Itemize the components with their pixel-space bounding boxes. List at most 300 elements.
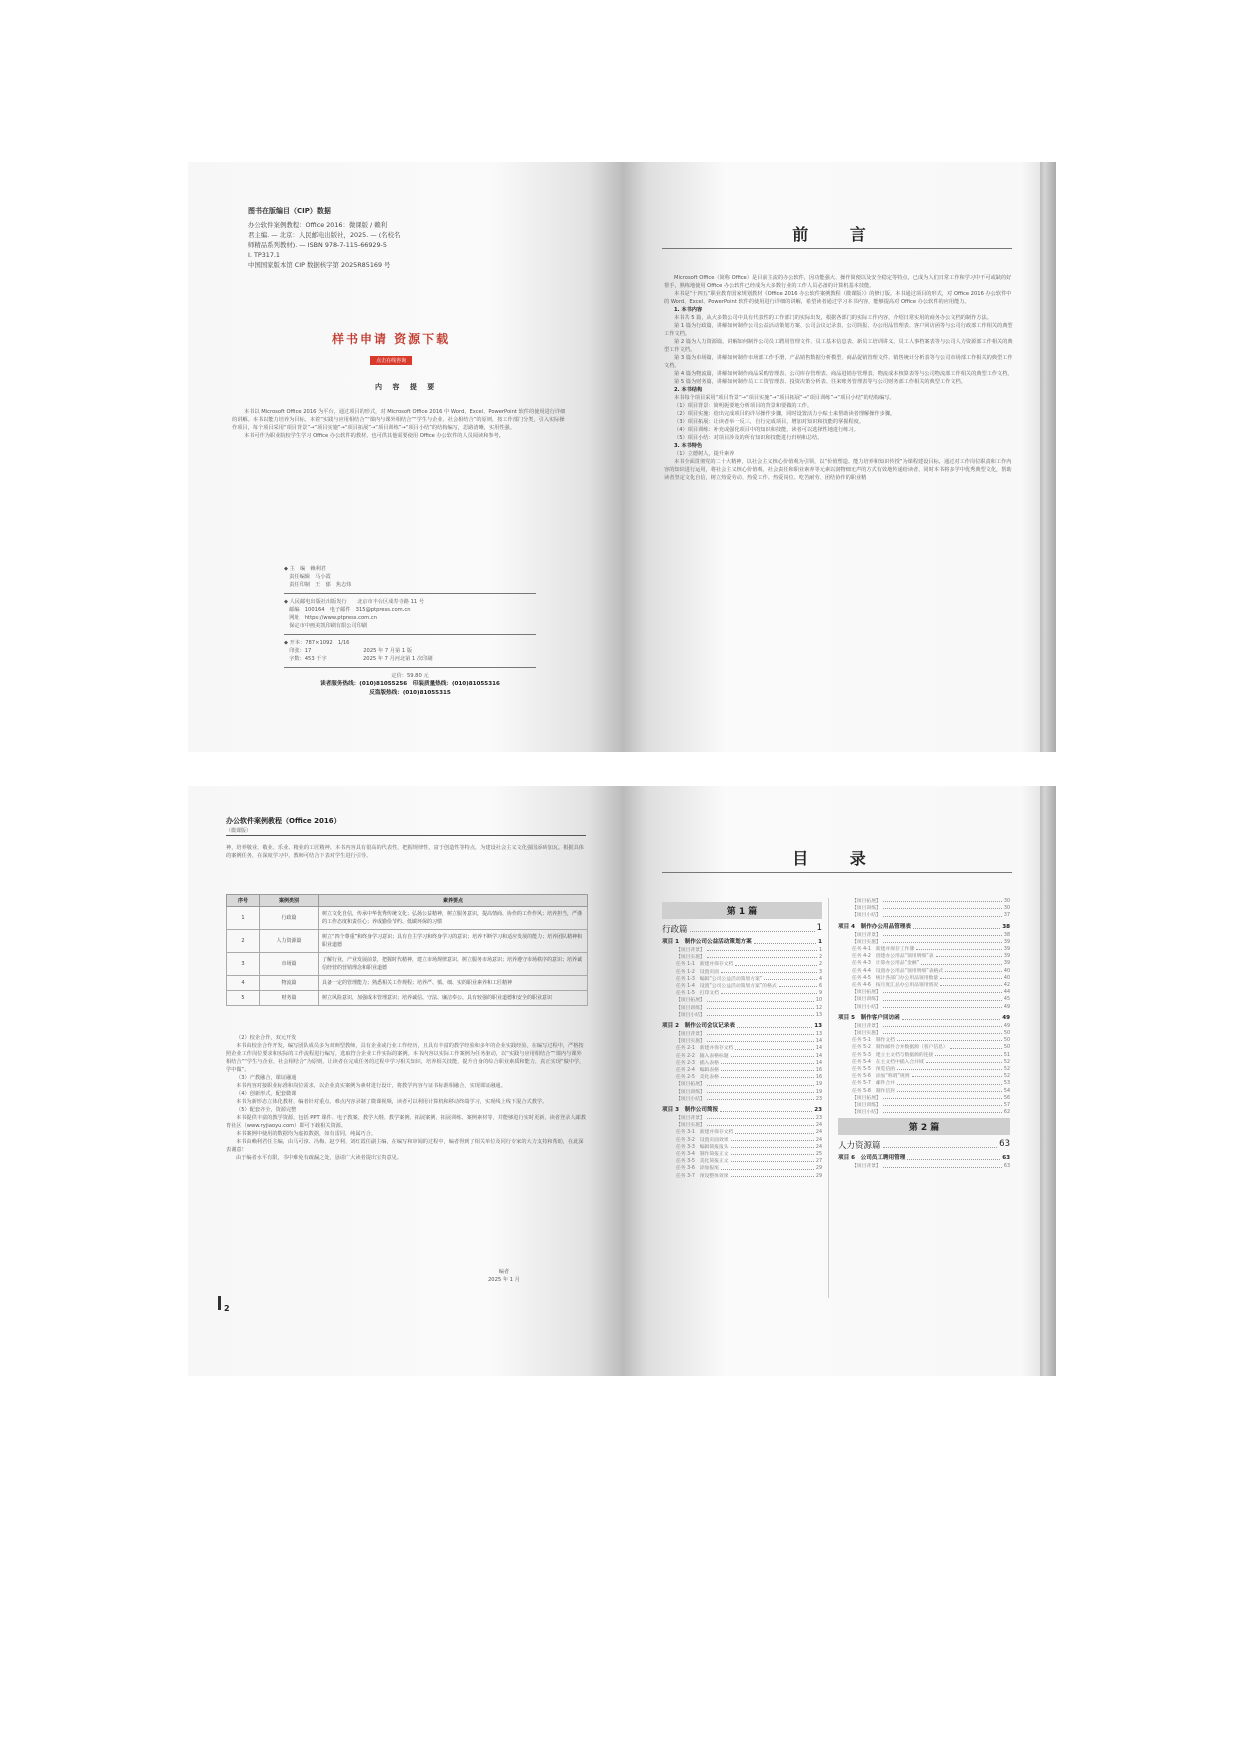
toc-project[interactable] (662, 1022, 822, 1031)
toc-entry-page: 14 (815, 1060, 822, 1066)
bottom-spread (188, 786, 1056, 1376)
toc-entry-title: 【项目背景】 (676, 1116, 705, 1122)
toc-entry[interactable] (662, 997, 822, 1004)
running-subtitle: （微课版） (226, 828, 252, 834)
leader-dots (940, 982, 1002, 986)
toc-entry-title: 任务 4-4 设置办公用品“领用明细”表格式 (852, 968, 944, 974)
toc-entry-page: 9 (818, 991, 822, 997)
toc-entry[interactable] (838, 1163, 1010, 1170)
table-cell: 了解行业，产业发展前景，把握时代精神，建立市场规律意识，树立服务市场意识；培养遵守市场秩序的意识；培养诚信经营的营销理念和职业道德 (319, 953, 588, 976)
toc-entry-page: 52 (1003, 1059, 1010, 1065)
part-label: 第 2 篇 (838, 1118, 1010, 1135)
toc-entry-title: 任务 5-6 添加“称谓”规则 (852, 1074, 910, 1080)
preface-continued-page (188, 786, 622, 1376)
toc-entry[interactable] (838, 953, 1010, 960)
toc-entry-title: 任务 3-3 编辑简报报头 (676, 1144, 729, 1150)
toc-entry-title: 【项目背景】 (676, 948, 705, 953)
toc-entry-title: 任务 4-6 按月度汇总办公用品领用情况 (852, 983, 939, 989)
toc-entry-title: 【项目拓展】 (852, 899, 881, 904)
toc-entry-title: 任务 4-3 计算办公用品“金额” (852, 961, 920, 967)
toc-entry[interactable] (662, 1122, 822, 1129)
leader-dots (707, 1122, 814, 1126)
toc-entry-page: 53 (1003, 1081, 1010, 1087)
leader-dots (721, 990, 817, 994)
abstract-body (232, 408, 568, 440)
toc-entry[interactable] (662, 947, 822, 954)
toc-entry-title: 任务 3-6 添加报尾 (676, 1166, 719, 1172)
column-divider (828, 898, 829, 1298)
toc-entry-title: 【项目小结】 (852, 1110, 881, 1116)
publisher-line: ◆ 主 编 赖利君 (284, 566, 326, 572)
preface-paragraph: 第 3 篇为市场篇，讲解如何制作市场部工作手册、产品销售数据分析模型、商品促销管理文件、销售统计分析表等与公司市场部工作相关的典型工作文档。 (664, 355, 1013, 369)
part-label: 第 1 篇 (662, 902, 822, 919)
preface-paragraph: Microsoft Office（简称 Office）是目前主流的办公软件，因功能强大、操作简便以及安全稳定等特点，已成为人们日常工作和学习中不可或缺的好帮手，熟练地使用 Office 办公软件已经成为大多数行业的工作人员必备的计算机基本技能。 (664, 275, 1012, 289)
leader-dots (754, 938, 816, 944)
toc-entry[interactable] (838, 1037, 1010, 1044)
toc-entry-page: 37 (1003, 913, 1010, 919)
cip-block (248, 206, 488, 270)
page-edge (1040, 786, 1056, 1376)
leader-dots (735, 1045, 814, 1049)
leader-dots (735, 1129, 814, 1133)
toc-part[interactable] (838, 1139, 1010, 1151)
leader-dots (883, 905, 1002, 909)
leader-dots (883, 989, 1002, 993)
preface-paragraph: 第 1 篇为行政篇，讲解如何制作公司公益活动策划方案、公司会议记录表、公司简报、办公用品管理表、客户回访函等与公司行政部工作相关的典型工作文档。 (664, 323, 1013, 337)
toc-entry[interactable] (838, 1073, 1010, 1080)
running-title: 办公软件案例教程（Office 2016） (226, 817, 341, 825)
leader-dots (883, 1095, 1002, 1099)
toc-entry[interactable] (662, 1089, 822, 1096)
toc-part-title: 人力资源篇 (838, 1141, 881, 1152)
section-heading: 1. 本书内容 (674, 307, 703, 313)
toc-entry-page: 45 (1003, 997, 1010, 1003)
page-edge (1040, 162, 1056, 752)
toc-entry[interactable] (662, 983, 822, 990)
table-cell: 1 (227, 907, 260, 930)
signature-date: 2025 年 1 月 (488, 1277, 520, 1283)
toc-entry[interactable] (662, 961, 822, 968)
toc-entry[interactable] (662, 1144, 822, 1151)
toc-entry[interactable] (838, 1088, 1010, 1095)
toc-entry[interactable] (838, 1102, 1010, 1109)
toc-entry-title: 【项目拓展】 (852, 1095, 881, 1101)
toc-entry[interactable] (662, 969, 822, 976)
toc-entry-page: 24 (815, 1123, 822, 1129)
copyright-page (188, 162, 622, 752)
toc-entry[interactable] (838, 912, 1010, 919)
preface-paragraph: （1）立德树人，提升素养 (674, 451, 735, 457)
toc-entry-page: 50 (1003, 1031, 1010, 1037)
toc-entry-title: 任务 5-1 制作文档 (852, 1038, 895, 1044)
toc-entry-title: 任务 3-7 预设整体效果 (676, 1173, 729, 1179)
toc-entry-title: 任务 1-2 设置页面 (676, 969, 719, 975)
toc-entry-title: 【项目训练】 (852, 997, 881, 1003)
toc-entry-page: 40 (1003, 975, 1010, 981)
top-spread (188, 162, 1056, 752)
toc-entry-title: 【项目背景】 (852, 1023, 881, 1029)
toc-entry-title: 任务 4-2 创建办公用品“领用明细”表 (852, 954, 934, 960)
toc-entry-title: 【项目训练】 (676, 1005, 705, 1011)
publisher-line: 印张：17 2025 年 7 月第 1 版 (284, 648, 413, 654)
leader-dots (707, 1089, 814, 1093)
cip-line: Ⅰ. TP317.1 (248, 251, 280, 259)
toc-part-title: 行政篇 (662, 925, 688, 935)
toc-entry[interactable] (662, 1045, 822, 1052)
title-rule (662, 248, 1012, 249)
table-cell: 2 (227, 930, 260, 953)
toc-entry-title: 任务 2-1 新建并保存文档 (676, 1046, 734, 1052)
leader-dots (731, 1053, 814, 1057)
toc-entry[interactable] (662, 1060, 822, 1067)
toc-entry[interactable] (838, 1080, 1010, 1087)
toc-entry-page: 23 (815, 1096, 822, 1102)
toc-project[interactable] (838, 1014, 1010, 1023)
toc-entry[interactable] (662, 1074, 822, 1081)
toc-entry[interactable] (838, 932, 1010, 939)
toc-entry-title: 任务 4-1 新建并保存工作簿 (852, 947, 915, 953)
cip-title: 图书在版编目（CIP）数据 (248, 207, 331, 215)
toc-entry-page: 14 (815, 1039, 822, 1045)
leader-dots (902, 1014, 1000, 1020)
toc-entry-page: 39 (1003, 939, 1010, 945)
toc-entry[interactable] (662, 1115, 822, 1122)
section-heading: 2. 本书结构 (674, 387, 703, 393)
leader-dots (707, 1081, 814, 1085)
publisher-line: ◆ 开本：787×1092 1/16 (284, 640, 350, 646)
publisher-line: 保定市中画美凯印刷有限公司印刷 (284, 623, 368, 629)
preface-paragraph: 本书全面贯彻党的二十大精神，以社会主义核心价值观为引领，以“价值塑造、能力培养和知识传授”为课程建设目标，通过对工作岗位职责和工作内容的知识进行运用，将社会主义核心价值观、社会责任和职业素养等元素以润物细无声的方式有效地传递给读者，同时本书将多学中优秀典型文化，帮助读者坚定文化自信，树立热爱劳动、热爱工作、热爱岗位、吃苦耐劳、团结协作的职业精 (664, 459, 1012, 481)
cip-line: 师精品系列教材). — ISBN 978-7-115-66929-5 (248, 241, 387, 249)
toc-project[interactable] (838, 923, 1010, 932)
leader-dots (721, 969, 817, 973)
toc-entry[interactable] (662, 976, 822, 983)
toc-entry[interactable] (838, 960, 1010, 967)
toc-entry-title: 任务 3-1 新建并保存文档 (676, 1130, 734, 1136)
publisher-line: ◆ 人民邮电出版社出版发行 北京市丰台区成寿寺路 11 号 (284, 599, 425, 605)
toc-entry-title: 【项目小结】 (676, 1096, 705, 1102)
abstract-paragraph: 本书可作为职业院校学生学习 Office 办公软件的教材，也可供其他需要使用 Office 办公软件的人员阅读和参考。 (244, 433, 504, 439)
toc-entry[interactable] (838, 989, 1010, 996)
toc-entry[interactable] (838, 1059, 1010, 1066)
preface-paragraph: 第 2 篇为人力资源篇，讲解如何制作公司员工聘用管理文件、员工基本信息表、新员工培训讲义、员工人事档案表等与公司人力资源部工作相关的典型工作文档。 (664, 339, 1013, 353)
toc-entry[interactable] (838, 996, 1010, 1003)
leader-dots (731, 1158, 814, 1162)
toc-entry-title: 任务 5-5 预览信函 (852, 1067, 895, 1073)
toc-entry[interactable] (838, 1052, 1010, 1059)
continued-paragraph: 本书由校企合作开发，编写团队成员多为双师型教师，具有企业或行业工作经历，且具有丰富的教学经验和多年的企业实践经验。在编写过程中，严格按照企业工作岗位要求和实际的工作流程进行编写，选取符合企业工作实际的案例。本书内容以实际工作案例为任务驱动，以“实践与应用相结合”“课内与课外相结合”“学生与企业、社会相结合”为原则，让读者在完成任务的过程中学习相关知识，培养相关技能，提升自身的综合职业素质和能力，真正实现“做中学，学中做”。 (226, 1043, 585, 1073)
toc-entry-page: 49 (1003, 1004, 1010, 1010)
signature-author: 编者 (498, 1269, 510, 1275)
toc-entry[interactable] (838, 898, 1010, 905)
leader-dots (950, 1044, 1002, 1048)
toc-entry-title: 【项目实施】 (676, 1039, 705, 1045)
continued-body (226, 1034, 586, 1162)
toc-entry-title: 【项目训练】 (852, 906, 881, 912)
toc-entry-title: 【项目小结】 (852, 1004, 881, 1010)
cip-line: 中国国家版本馆 CIP 数据核字第 2025R85169 号 (248, 261, 391, 269)
toc-entry-page: 14 (815, 1053, 822, 1059)
toc-entry-page: 40 (1003, 968, 1010, 974)
toc-project-title: 项目 2 制作公司会议记录表 (662, 1023, 735, 1030)
cip-line: 君主编. — 北京：人民邮电出版社，2025. — (名校名 (248, 231, 401, 239)
toc-entry-page: 19 (815, 1089, 822, 1095)
table-row (227, 907, 588, 930)
toc-project-page: 23 (814, 1107, 822, 1114)
toc-entry-page: 1 (818, 948, 822, 953)
leader-dots (721, 1165, 814, 1169)
toc-entry-page: 63 (1003, 1164, 1010, 1170)
toc-entry[interactable] (662, 1038, 822, 1045)
toc-entry-page: 39 (1003, 947, 1010, 953)
toc-entry-title: 任务 5-2 制作邮件合并数据源（客户信息） (852, 1045, 948, 1051)
stamp-text: 样书申请 资源下载 (332, 332, 451, 346)
leader-dots (940, 975, 1002, 979)
leader-dots (779, 983, 817, 987)
toc-entry[interactable] (838, 946, 1010, 953)
toc-project-page: 63 (1002, 1155, 1010, 1162)
toc-entry[interactable] (662, 1005, 822, 1012)
continued-paragraph: 本书为新形态立体化教材，编者针对重点、难点内容录制了微课视频，读者可以利用计算机和移动终端学习，实现线上线下混合式教学。 (236, 1099, 548, 1105)
leader-dots (897, 1080, 1002, 1084)
divider (284, 634, 536, 635)
leader-dots (707, 1012, 814, 1016)
leader-dots (707, 997, 814, 1001)
preface-paragraph: （2）项目实施：给出完成项目的详尽操作步骤，同时设置活力小贴士来帮助读者理解操作步骤。 (674, 411, 896, 417)
leader-dots (926, 1059, 1002, 1063)
toc-entry[interactable] (838, 1004, 1010, 1011)
leader-dots (883, 1023, 1002, 1027)
preface-page (622, 162, 1056, 752)
toc-entry-page: 51 (1003, 1052, 1010, 1058)
toc-entry-page: 29 (815, 1166, 822, 1172)
toc-entry-page: 23 (815, 1116, 822, 1122)
toc-project-page: 1 (818, 939, 822, 945)
leader-dots (883, 1163, 1002, 1167)
publisher-line: 字数：453 千字 2025 年 7 月河北第 1 次印刷 (284, 656, 433, 662)
preface-body (664, 274, 1016, 482)
table-row (227, 976, 588, 991)
toc-entry-title: 任务 1-5 打印文档 (676, 991, 719, 997)
continued-paragraph: （5）配套齐全，资源完整 (236, 1107, 297, 1113)
leader-dots (731, 1151, 814, 1155)
piracy-hotline: 反盗版热线：(010)81055315 (369, 690, 451, 696)
abstract-title: 内 容 提 要 (375, 383, 439, 391)
toc-entry-page: 30 (1003, 906, 1010, 912)
toc-entry-title: 【项目拓展】 (676, 998, 705, 1004)
leader-dots (883, 1030, 1002, 1034)
toc-entry[interactable] (838, 1066, 1010, 1073)
toc-entry-page: 62 (1003, 1110, 1010, 1116)
toc-entry[interactable] (838, 968, 1010, 975)
toc-entry-page: 56 (1003, 1095, 1010, 1101)
toc-entry[interactable] (838, 939, 1010, 946)
toc-entry[interactable] (662, 1151, 822, 1158)
toc-project[interactable] (662, 938, 822, 947)
preface-paragraph: （3）项目拓展：让读者举一反三，自行完成项目，增加对知识和技能的掌握程度。 (674, 419, 865, 425)
toc-entry[interactable] (662, 1137, 822, 1144)
leader-dots (707, 1031, 814, 1035)
toc-entry[interactable] (838, 1044, 1010, 1051)
toc-entry-page: 16 (815, 1075, 822, 1081)
toc-project[interactable] (838, 1154, 1010, 1163)
leader-dots (913, 923, 1000, 929)
toc-entry[interactable] (662, 1081, 822, 1088)
continued-paragraph: 本书内容对接职业标准和岗位需求，以企业真实案例为素材进行设计，将教学内容与证书标准相融合，实现课证融通。 (236, 1083, 506, 1089)
signature (488, 1268, 520, 1284)
toc-project-page: 13 (814, 1023, 822, 1030)
publisher-line: 网址 https://www.ptpress.com.cn (284, 615, 377, 621)
toc-title: 目 录 (792, 849, 884, 868)
leader-dots (764, 976, 817, 980)
leader-dots (737, 1022, 812, 1028)
leader-dots (936, 953, 1002, 957)
price: 定价：59.80 元 (391, 673, 429, 679)
toc-entry[interactable] (838, 1095, 1010, 1102)
toc-entry[interactable] (838, 905, 1010, 912)
toc-entry-page: 24 (815, 1130, 822, 1136)
toc-entry-title: 任务 2-5 美化表格 (676, 1075, 719, 1081)
leader-dots (921, 960, 1002, 964)
toc-project[interactable] (662, 1106, 822, 1115)
toc-project-title: 项目 6 公司员工聘用管理 (838, 1155, 906, 1162)
table-cell: 5 (227, 991, 260, 1006)
leader-dots (883, 898, 1002, 902)
literacy-table (226, 894, 588, 1006)
toc-entry-page: 57 (1003, 1103, 1010, 1109)
toc-entry[interactable] (662, 954, 822, 961)
toc-entry-title: 任务 2-3 插入表格 (676, 1060, 719, 1066)
leader-dots (735, 961, 817, 965)
publisher-line: 责任印制 王 郁 焦志炜 (284, 582, 352, 588)
toc-entry-page: 52 (1003, 1067, 1010, 1073)
toc-part-page: 1 (816, 923, 822, 933)
toc-entry-page: 16 (815, 1068, 822, 1074)
toc-entry-page: 24 (815, 1137, 822, 1143)
toc-project-page: 38 (1002, 923, 1010, 930)
toc-entry-title: 【项目背景】 (676, 1032, 705, 1038)
leader-dots (897, 1066, 1002, 1070)
leader-dots (907, 1154, 1000, 1160)
toc-entry[interactable] (838, 975, 1010, 982)
toc-part[interactable] (662, 923, 822, 935)
leader-dots (721, 1074, 814, 1078)
leader-dots (731, 1144, 814, 1148)
toc-entry-page: 12 (815, 1005, 822, 1011)
leader-dots (916, 946, 1002, 950)
leader-dots (720, 1106, 812, 1112)
toc-entry-page: 27 (815, 1159, 822, 1165)
toc-entry-page: 13 (815, 1032, 822, 1038)
leader-dots (707, 1005, 814, 1009)
preface-paragraph: 本书共 5 篇，从大多数公司中具有代表性的工作部门的实际出发，根据各部门的实际工作内容，介绍日常实用的商务办公文档的制作方法。 (674, 315, 992, 321)
page-number: 2 (224, 1304, 230, 1313)
toc-page (622, 786, 1056, 1376)
toc-entry[interactable] (662, 1053, 822, 1060)
leader-dots (721, 1067, 814, 1071)
toc-entry[interactable] (662, 990, 822, 997)
table-row (227, 930, 588, 953)
table-cell: 市场篇 (260, 953, 319, 976)
toc-entry[interactable] (662, 1096, 822, 1103)
continued-paragraph: 由于编者水平有限，书中难免有疏漏之处，恳请广大读者提出宝贵意见。 (236, 1155, 403, 1161)
table-header: 案例类别 (260, 895, 319, 907)
toc-entry[interactable] (838, 1023, 1010, 1030)
publisher-info (284, 565, 536, 698)
continued-paragraph: 本书由赖利君任主编，由马可淳、冯梅、赵亨利、刘红霞任副主编，在编写和审阅的过程中，编者得到了相关单位及同行专家的大力支持和帮助，在此深表谢意！ (226, 1139, 584, 1153)
toc-entry-title: 任务 2-4 编辑表格 (676, 1068, 719, 1074)
toc-entry[interactable] (662, 1129, 822, 1136)
toc-entry-page: 50 (1003, 1045, 1010, 1051)
table-cell: 树立风险意识，加强成本管理意识；培养诚信、守法、廉洁奉公、具有较强的职业道德和安全的职业意识 (319, 991, 588, 1006)
toc-entry-title: 【项目拓展】 (852, 990, 881, 996)
table-cell: 行政篇 (260, 907, 319, 930)
toc-entry-title: 任务 4-5 统计各部门办公用品领用数量 (852, 975, 939, 981)
leader-dots (935, 1052, 1002, 1056)
section-heading: 3. 本书特色 (674, 443, 703, 449)
toc-entry-title: 任务 1-4 设置“公司公益活动策划方案”的格式 (676, 984, 777, 990)
toc-entry-page: 44 (1003, 990, 1010, 996)
toc-project-title: 项目 3 制作公司简报 (662, 1107, 719, 1114)
table-row (227, 991, 588, 1006)
toc-entry[interactable] (662, 1067, 822, 1074)
toc-entry[interactable] (838, 982, 1010, 989)
toc-entry-title: 任务 5-8 制作信封 (852, 1088, 895, 1094)
leader-dots (883, 1139, 998, 1148)
toc-entry[interactable] (662, 1165, 822, 1172)
toc-entry[interactable] (838, 1109, 1010, 1116)
toc-entry-title: 任务 5-4 在主文档中插入合并域 (852, 1059, 924, 1065)
continued-paragraph: 本书提供丰富的教学资源，包括 PPT 课件、电子教案、教学大纲、教学案例、拓展案例、拓展训练、案例素材等，并能够进行实时更新，读者登录人邮教育社区（www.ryjiaoyu.com）即可下载相关资源。 (226, 1115, 586, 1129)
toc-entry[interactable] (662, 1012, 822, 1019)
leader-dots (912, 1073, 1002, 1077)
preface-paragraph: 本书每个项目采用“项目背景”→“项目实施”→“项目拓展”→“项目训练”→“项目小结”的结构编写。 (674, 395, 895, 401)
publisher-line: 责任编辑 马小霞 (284, 574, 331, 580)
toc-entry-title: 任务 1-1 新建并保存文档 (676, 962, 734, 968)
leader-dots (883, 1004, 1002, 1008)
toc-entry-title: 【项目背景】 (852, 932, 881, 938)
consult-button[interactable]: 点击在线咨询 (370, 356, 412, 365)
toc-entry-title: 【项目训练】 (676, 1089, 705, 1095)
toc-entry-page: 38 (1003, 932, 1010, 938)
toc-entry-page: 10 (815, 998, 822, 1004)
preface-paragraph: （5）项目小结：对项目涉及的所有知识和技能进行归纳和总结。 (674, 435, 823, 441)
toc-entry-page: 13 (815, 1012, 822, 1018)
toc-entry-title: 【项目实施】 (852, 939, 881, 945)
preface-title: 前 言 (792, 225, 884, 244)
toc-entry[interactable] (838, 1030, 1010, 1037)
toc-entry-title: 任务 3-4 制作简报正文 (676, 1152, 729, 1158)
toc-entry-title: 【项目实施】 (676, 955, 705, 961)
toc-entry-title: 【项目拓展】 (676, 1082, 705, 1088)
toc-entry[interactable] (662, 1031, 822, 1038)
table-row (227, 953, 588, 976)
leader-dots (945, 968, 1002, 972)
preface-paragraph: （4）项目训练：补充或强化项目中的知识和技能，读者可以选择性地进行练习。 (674, 427, 859, 433)
toc-entry[interactable] (662, 1173, 822, 1180)
leader-dots (690, 923, 815, 932)
toc-entry[interactable] (662, 1158, 822, 1165)
divider (284, 593, 536, 594)
toc-entry-page: 24 (815, 1144, 822, 1150)
table-cell: 具备一定的管理能力；熟悉相关工作规程；培养严、慎、细、实的职业素养和工匠精神 (319, 976, 588, 991)
toc-entry-page: 19 (815, 1082, 822, 1088)
toc-entry-page: 2 (818, 962, 822, 968)
leader-dots (883, 1109, 1002, 1113)
toc-entry-title: 【项目实施】 (852, 1031, 881, 1037)
leader-dots (883, 996, 1002, 1000)
toc-entry-title: 【项目实施】 (676, 1123, 705, 1129)
